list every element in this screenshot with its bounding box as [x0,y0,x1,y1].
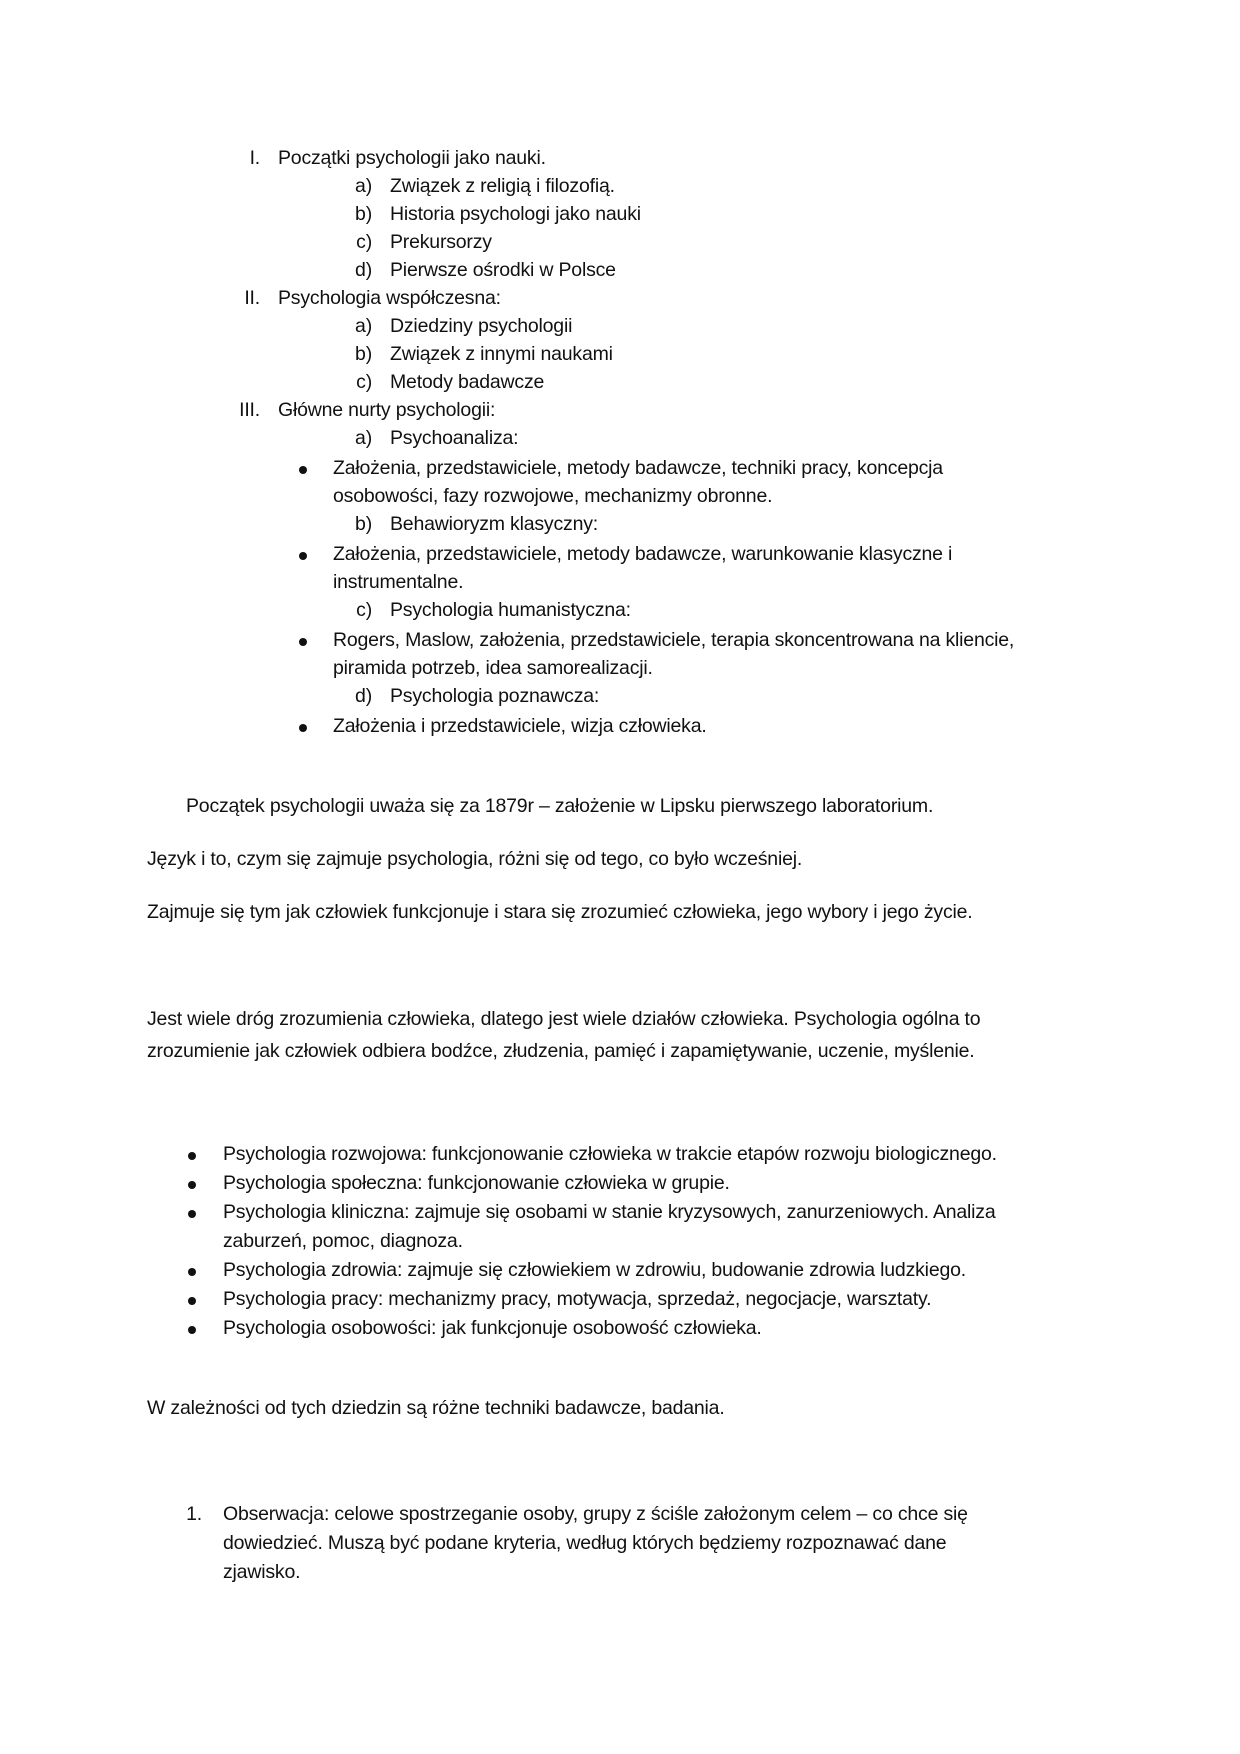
bullet-icon [188,1210,196,1218]
numbered-item-continued: dowiedzieć. Muszą być podane kryteria, według których będziemy rozpoznawać dane [223,1532,947,1554]
outline-subitem: Psychologia poznawcza: [390,685,600,707]
bullet-icon [299,638,307,646]
paragraph-line: Jest wiele dróg zrozumienia człowieka, dlatego jest wiele działów człowieka. Psychologia ogólna to [147,1008,981,1030]
outline-subitem-marker: b) [355,343,372,365]
outline-subitem: Pierwsze ośrodki w Polsce [390,259,616,281]
field-item: Psychologia rozwojowa: funkcjonowanie człowieka w trakcie etapów rozwoju biologicznego. [223,1143,997,1165]
paragraph: W zależności od tych dziedzin są różne techniki badawcze, badania. [147,1397,725,1419]
outline-subitem-marker: d) [355,259,372,281]
outline-subitem: Związek z innymi naukami [390,343,613,365]
bullet-text: Rogers, Maslow, założenia, przedstawiciele, terapia skoncentrowana na kliencie, [333,629,1015,651]
outline-heading: Początki psychologii jako nauki. [278,147,546,169]
bullet-text: Założenia, przedstawiciele, metody badawcze, warunkowanie klasyczne i [333,543,953,565]
outline-subitem: Behawioryzm klasyczny: [390,513,598,535]
paragraph: Język i to, czym się zajmuje psychologia, różni się od tego, co było wcześniej. [147,848,803,870]
field-item: Psychologia zdrowia: zajmuje się człowiekiem w zdrowiu, budowanie zdrowia ludzkiego. [223,1259,966,1281]
field-item: Psychologia kliniczna: zajmuje się osobami w stanie kryzysowych, zanurzeniowych. Analiza [223,1201,996,1223]
field-item: Psychologia pracy: mechanizmy pracy, motywacja, sprzedaż, negocjacje, warsztaty. [223,1288,932,1310]
outline-subitem-marker: c) [356,599,372,621]
outline-marker: I. [249,147,260,169]
outline-subitem: Psychoanaliza: [390,427,519,449]
outline-subitem-marker: d) [355,685,372,707]
outline-subitem: Dziedziny psychologii [390,315,573,337]
bullet-icon [188,1326,196,1334]
bullet-text: osobowości, fazy rozwojowe, mechanizmy obronne. [333,485,773,507]
field-item: Psychologia społeczna: funkcjonowanie człowieka w grupie. [223,1172,730,1194]
bullet-text: Założenia i przedstawiciele, wizja człowieka. [333,715,707,737]
bullet-icon [188,1268,196,1276]
outline-subitem-marker: b) [355,203,372,225]
numbered-item-continued: zjawisko. [223,1561,301,1583]
paragraph: Początek psychologii uważa się za 1879r – założenie w Lipsku pierwszego laboratorium. [186,795,934,817]
outline-subitem-marker: c) [356,371,372,393]
outline-subitem-marker: a) [355,175,372,197]
bullet-text: piramida potrzeb, idea samorealizacji. [333,657,653,679]
bullet-icon [299,724,307,732]
bullet-text: instrumentalne. [333,571,464,593]
paragraph: Zajmuje się tym jak człowiek funkcjonuje i stara się zrozumieć człowieka, jego wybory i jego życie. [147,901,973,923]
outline-subitem: Metody badawcze [390,371,545,393]
field-item-continued: zaburzeń, pomoc, diagnoza. [223,1230,463,1252]
outline-heading: Główne nurty psychologii: [278,399,496,421]
bullet-text: Założenia, przedstawiciele, metody badawcze, techniki pracy, koncepcja [333,457,943,479]
numbered-item-marker: 1. [186,1503,202,1525]
outline-heading: Psychologia współczesna: [278,287,501,309]
bullet-icon [299,552,307,560]
outline-marker: II. [244,287,260,309]
paragraph-line: zrozumienie jak człowiek odbiera bodźce, złudzenia, pamięć i zapamiętywanie, uczenie, myślenie. [147,1040,975,1062]
outline-subitem-marker: b) [355,513,372,535]
outline-subitem-marker: c) [356,231,372,253]
bullet-icon [188,1181,196,1189]
bullet-icon [188,1297,196,1305]
outline-subitem: Prekursorzy [390,231,492,253]
outline-subitem: Psychologia humanistyczna: [390,599,631,621]
outline-marker: III. [239,399,260,421]
outline-subitem-marker: a) [355,315,372,337]
outline-subitem-marker: a) [355,427,372,449]
numbered-item: Obserwacja: celowe spostrzeganie osoby, grupy z ściśle założonym celem – co chce się [223,1503,968,1525]
outline-subitem: Związek z religią i filozofią. [390,175,615,197]
bullet-icon [188,1152,196,1160]
bullet-icon [299,466,307,474]
outline-subitem: Historia psychologi jako nauki [390,203,641,225]
field-item: Psychologia osobowości: jak funkcjonuje osobowość człowieka. [223,1317,762,1339]
